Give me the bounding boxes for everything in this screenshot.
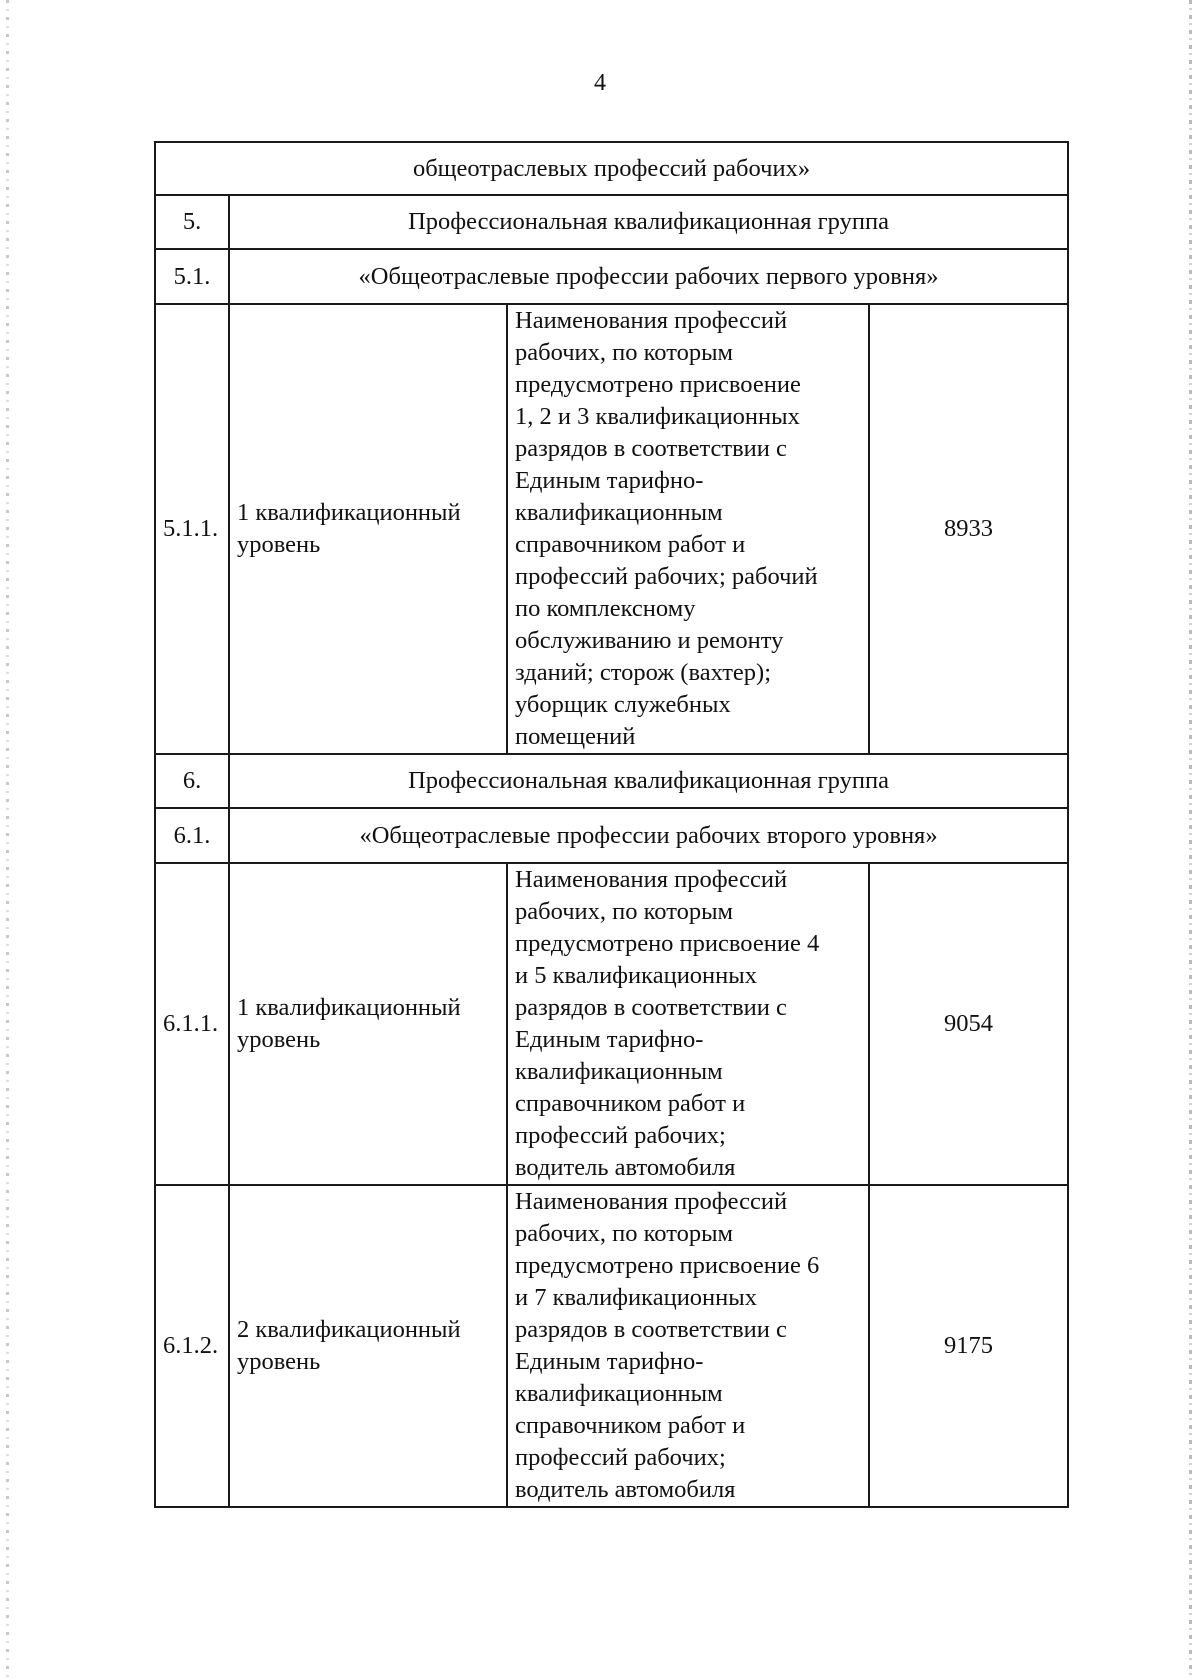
level-description (507, 863, 869, 1185)
description-line: помещений (515, 723, 636, 750)
description-line: рабочих, по которым (515, 898, 734, 925)
level-name: 2 квалификационный уровень (229, 1185, 507, 1507)
group-number: 5. (155, 195, 229, 249)
description-line: справочником работ и (515, 531, 746, 558)
description-line: и 5 квалификационных (515, 962, 757, 989)
description-line: Наименования профессий (515, 866, 788, 893)
description-line: разрядов в соответствии с (515, 435, 787, 462)
description-line: водитель автомобиля (515, 1476, 736, 1503)
description-line: разрядов в соответствии с (515, 994, 787, 1021)
description-line: и 7 квалификационных (515, 1284, 757, 1311)
description-line: квалификационным (515, 499, 723, 526)
salary-table (154, 141, 1069, 1508)
description-line: профессий рабочих; рабочий (515, 563, 818, 590)
scan-edge-left (6, 0, 9, 1678)
group-number: 6. (155, 754, 229, 808)
description-line: 1, 2 и 3 квалификационных (515, 403, 800, 430)
subgroup-number: 5.1. (155, 249, 229, 304)
table-row-level (155, 304, 1068, 754)
description-line: Наименования профессий (515, 307, 788, 334)
description-line: предусмотрено присвоение 4 (515, 930, 820, 957)
description-line: Единым тарифно- (515, 1348, 704, 1375)
salary-value: 8933 (869, 304, 1068, 754)
group-title: Профессиональная квалификационная группа (229, 195, 1068, 249)
table-row-group (155, 754, 1068, 808)
description-line: разрядов в соответствии с (515, 1316, 787, 1343)
salary-value: 9175 (869, 1185, 1068, 1507)
table-row-subgroup (155, 249, 1068, 304)
table-row-level (155, 863, 1068, 1185)
description-line: Наименования профессий (515, 1188, 788, 1215)
description-line: рабочих, по которым (515, 1220, 734, 1247)
description-line: предусмотрено присвоение (515, 371, 801, 398)
subgroup-number: 6.1. (155, 808, 229, 863)
salary-value: 9054 (869, 863, 1068, 1185)
level-description (507, 304, 869, 754)
table-row-subgroup (155, 808, 1068, 863)
group-title: Профессиональная квалификационная группа (229, 754, 1068, 808)
description-line: справочником работ и (515, 1412, 746, 1439)
description-line: Единым тарифно- (515, 1026, 704, 1053)
table-row-continuation (155, 142, 1068, 195)
description-line: обслуживанию и ремонту (515, 627, 784, 654)
table-row-group (155, 195, 1068, 249)
level-number: 5.1.1. (155, 304, 229, 754)
table-row-level (155, 1185, 1068, 1507)
subgroup-title: «Общеотраслевые профессии рабочих второго уровня» (229, 808, 1068, 863)
description-line: предусмотрено присвоение 6 (515, 1252, 820, 1279)
description-line: зданий; сторож (вахтер); (515, 659, 772, 686)
description-line: водитель автомобиля (515, 1154, 736, 1181)
description-line: квалификационным (515, 1380, 723, 1407)
level-number: 6.1.1. (155, 863, 229, 1185)
description-line: уборщик служебных (515, 691, 731, 718)
scan-edge-right (1189, 0, 1192, 1678)
description-line: квалификационным (515, 1058, 723, 1085)
description-line: Единым тарифно- (515, 467, 704, 494)
level-name: 1 квалификационный уровень (229, 304, 507, 754)
continuation-text: общеотраслевых профессий рабочих» (155, 142, 1068, 195)
page-number: 4 (594, 70, 606, 96)
description-line: по комплексному (515, 595, 696, 622)
subgroup-title: «Общеотраслевые профессии рабочих первого уровня» (229, 249, 1068, 304)
description-line: профессий рабочих; (515, 1122, 726, 1149)
level-number: 6.1.2. (155, 1185, 229, 1507)
level-name: 1 квалификационный уровень (229, 863, 507, 1185)
description-line: рабочих, по которым (515, 339, 734, 366)
description-line: профессий рабочих; (515, 1444, 726, 1471)
level-description (507, 1185, 869, 1507)
description-line: справочником работ и (515, 1090, 746, 1117)
